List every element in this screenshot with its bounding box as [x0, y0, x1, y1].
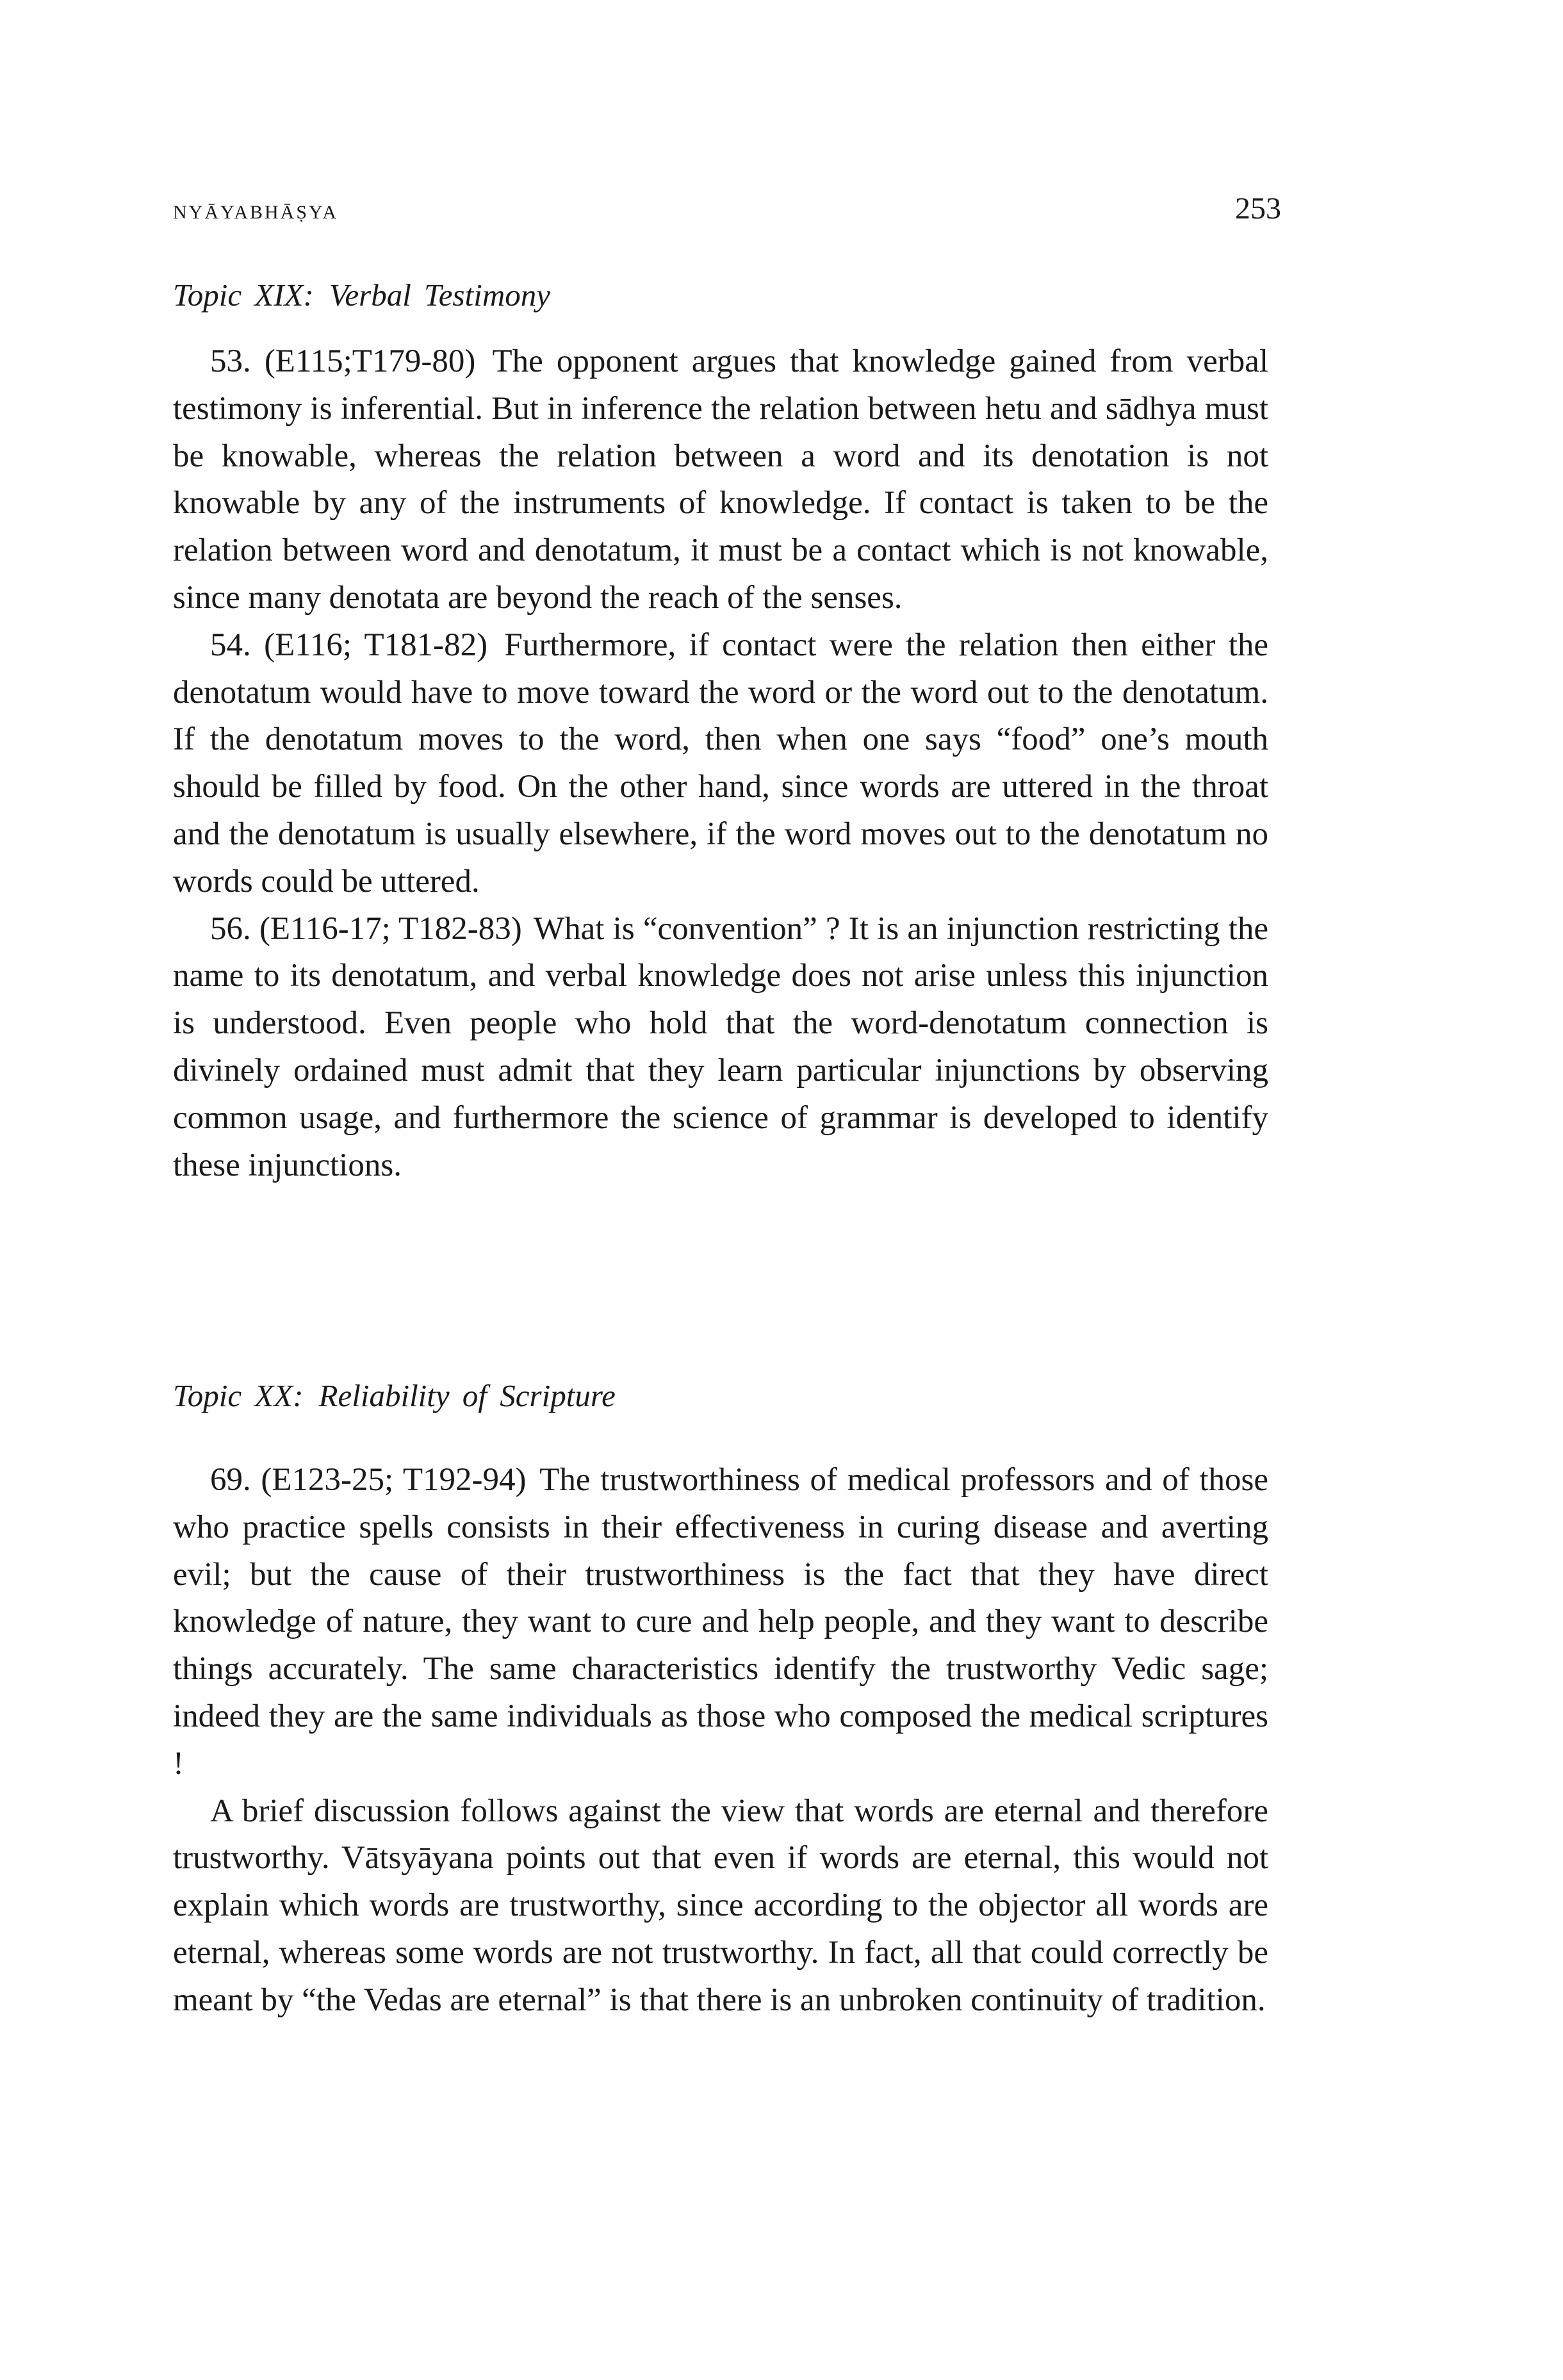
paragraph-reference: (E116-17; T182-83): [259, 910, 522, 947]
topic-heading-20: [173, 1377, 616, 1414]
topic-heading-19: [173, 277, 550, 313]
paragraph-number: 69.: [210, 1462, 251, 1498]
paragraph-reference: (E115;T179-80): [264, 343, 476, 379]
paragraph-text: Furthermore, if contact were the relation then either the denotatum would have to move toward the word or the word out to the denotatum. If the denotatum moves to the word, then when one says “food” one’s mouth should be filled by food. On the other hand, since words are uttered in the throat and the denotatum is usually elsewhere, if the word moves out to the denotatum no words could be uttered.: [173, 627, 1269, 899]
paragraph-text: What is “convention” ? It is an injunction restricting the name to its denotatum, and verbal knowledge does not arise unless this injunction is understood. Even people who hold that the word-denotatum connection is divinely ordained must admit that they learn particular injunctions by observing common usage, and furthermore the science of grammar is developed to identify these injunctions.: [173, 910, 1268, 1183]
paragraph-reference: (E123-25; T192-94): [261, 1462, 527, 1498]
paragraph-text: The opponent argues that knowledge gained from verbal testimony is inferential. But in inference the relation between hetu and sādhya must be knowable, whereas the relation between a word and its denotation is not knowable by any of the instruments of knowledge. If contact is taken to be the relation between word and denotatum, it must be a contact which is not knowable, since many denotata are beyond the reach of the senses.: [173, 343, 1269, 616]
page-number: 253: [1235, 192, 1281, 226]
topic-20-body: [173, 1457, 1268, 2024]
paragraph-discussion: [173, 1788, 1268, 2024]
paragraph-number: 56.: [210, 910, 251, 947]
paragraph-54: [173, 622, 1268, 906]
topic-label: Topic XX:: [173, 1378, 304, 1413]
paragraph-53: [173, 338, 1268, 622]
paragraph-69: [173, 1457, 1268, 1788]
paragraph-56: [173, 906, 1268, 1190]
paragraph-text: The trustworthiness of medical professors and of those who practice spells consists in their effectiveness in curing disease and averting evil; but the cause of their trustworthiness is the fact that they have direct knowledge of nature, they want to cure and help people, and they want to describe things accurately. The same characteristics identify the trustworthy Vedic sage; indeed they are the same individuals as those who composed the medical scriptures !: [173, 1462, 1268, 1782]
paragraph-number: 54.: [210, 627, 251, 663]
topic-19-body: [173, 338, 1268, 1189]
paragraph-number: 53.: [210, 343, 251, 379]
book-page: [173, 0, 1281, 2380]
topic-title: Reliability of Scripture: [318, 1378, 616, 1413]
paragraph-text: A brief discussion follows against the view that words are eternal and therefore trustworthy. Vātsyāyana points out that even if words are eternal, this would not explain which words are trustworthy, since according to the objector all words are eternal, whereas some words are not trustworthy. In fact, all that could correctly be meant by “the Vedas are eternal” is that there is an unbroken continuity of tradition.: [173, 1793, 1268, 2018]
running-head: NYĀYABHĀṢYA: [173, 202, 339, 223]
topic-title: Verbal Testimony: [329, 277, 550, 313]
paragraph-reference: (E116; T181-82): [264, 627, 488, 663]
topic-label: Topic XIX:: [173, 277, 314, 313]
